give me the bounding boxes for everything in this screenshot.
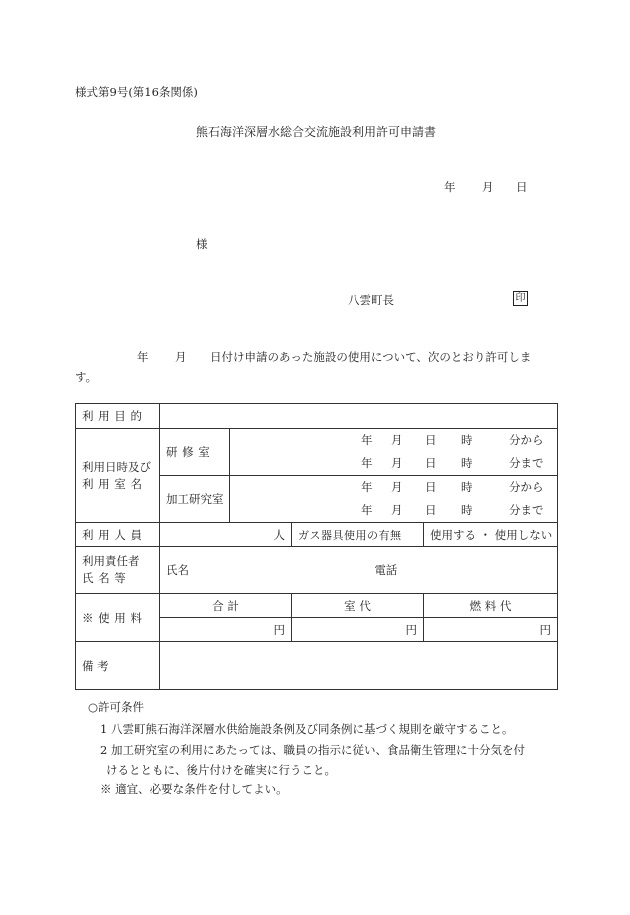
form-number: 様式第9号(第16条関係)	[75, 85, 198, 99]
fee-room-field[interactable]: 円	[292, 618, 424, 642]
intro-year: 年	[137, 350, 149, 364]
phone-label: 電話	[374, 563, 398, 577]
gas-options[interactable]: 使用する ・ 使用しない	[424, 523, 558, 547]
addressee-suffix: 様	[196, 237, 208, 251]
gas-label: ガス器具使用の有無	[292, 523, 424, 547]
seal-stamp: 印	[513, 291, 528, 306]
date-year: 年	[444, 180, 456, 194]
room-processing-lab: 加工研究室	[160, 476, 230, 523]
fee-label: ※ 使 用 料	[76, 594, 160, 642]
condition-item: けるとともに、後片付けを確実に行うこと。	[106, 763, 336, 777]
fee-room-header: 室 代	[292, 594, 424, 618]
datetime-label: 利用日時及び 利 用 室 名	[76, 429, 160, 523]
date-month: 月	[482, 180, 494, 194]
fee-total-field[interactable]: 円	[160, 618, 292, 642]
issuer-name: 八雲町長	[348, 293, 394, 307]
permit-table	[75, 403, 558, 690]
users-count-field[interactable]: 人	[160, 523, 292, 547]
users-label: 利 用 人 員	[76, 523, 160, 547]
date-day: 日	[516, 180, 528, 194]
responsible-label: 利用責任者 氏 名 等	[76, 547, 160, 594]
remarks-label: 備 考	[76, 642, 160, 690]
fee-total-header: 合 計	[160, 594, 292, 618]
name-label: 氏名	[166, 563, 189, 577]
remarks-field[interactable]	[160, 642, 558, 690]
purpose-field[interactable]	[160, 404, 558, 429]
condition-item: 2 加工研究室の利用にあたっては、職員の指示に従い、食品衛生管理に十分気を付	[100, 743, 525, 757]
document-title: 熊石海洋深層水総合交流施設利用許可申請書	[196, 125, 437, 139]
intro-text: 日付け申請のあった施設の使用について、次のとおり許可しま	[210, 350, 532, 364]
condition-item: ※ 適宜、必要な条件を付してよい。	[100, 782, 288, 796]
room-training: 研 修 室	[160, 429, 230, 476]
responsible-field[interactable]	[160, 547, 558, 594]
training-datetime[interactable]: 年 月 日 時 分から 年 月 日 時 分まで	[230, 429, 558, 476]
intro-month: 月	[175, 350, 187, 364]
fee-fuel-field[interactable]: 円	[424, 618, 558, 642]
intro-text-cont: す。	[75, 370, 98, 384]
fee-fuel-header: 燃 料 代	[424, 594, 558, 618]
conditions-heading: ○許可条件	[88, 700, 145, 714]
condition-item: 1 八雲町熊石海洋深層水供給施設条例及び同条例に基づく規則を厳守すること。	[100, 722, 514, 736]
lab-datetime[interactable]: 年 月 日 時 分から 年 月 日 時 分まで	[230, 476, 558, 523]
purpose-label: 利 用 目 的	[76, 404, 160, 429]
